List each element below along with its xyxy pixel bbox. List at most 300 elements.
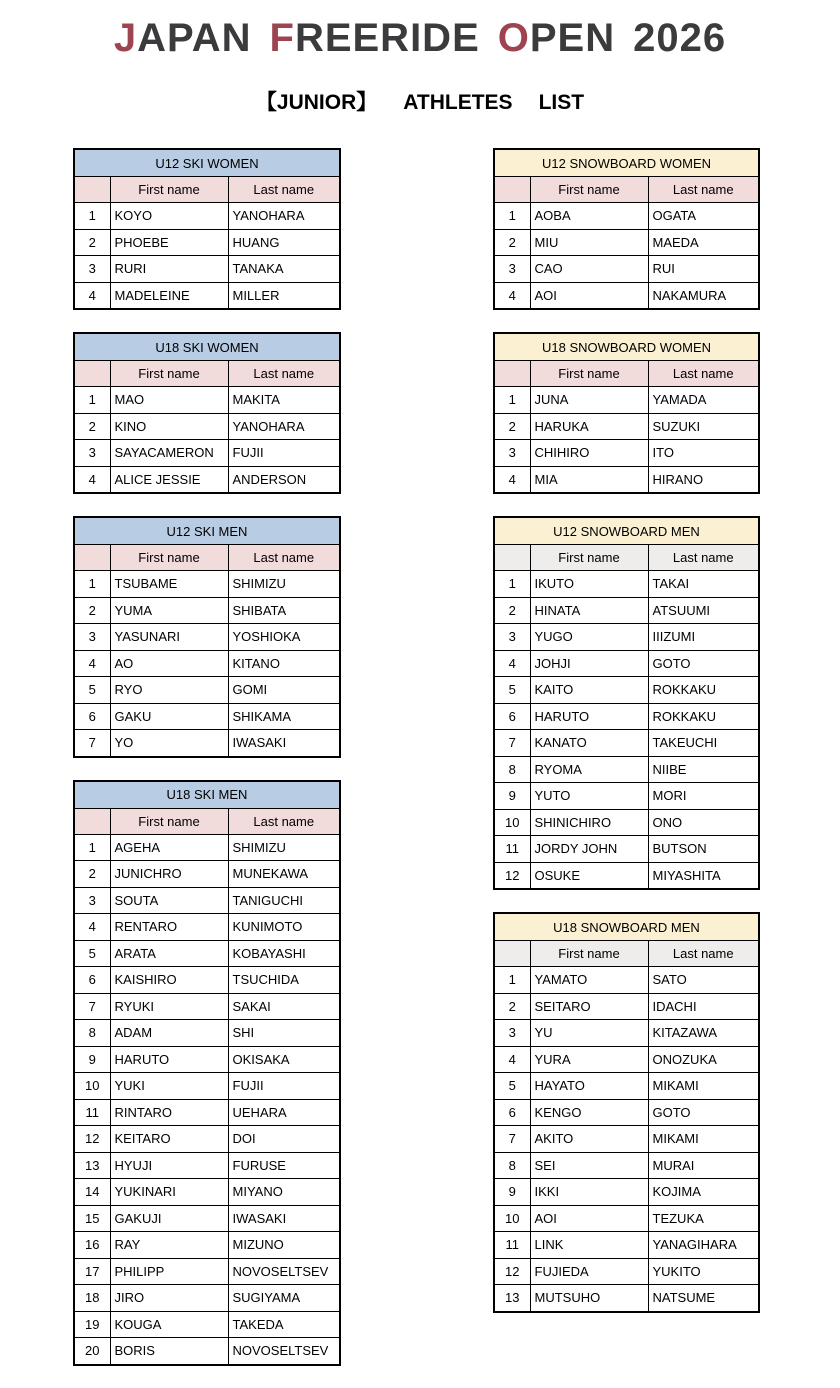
title-word-rest: REERIDE [294, 16, 480, 60]
athlete-first-name: GAKU [110, 703, 228, 730]
athlete-last-name: BUTSON [648, 836, 759, 863]
athlete-number: 8 [494, 1152, 530, 1179]
athlete-last-name: ROKKAKU [648, 677, 759, 704]
athlete-last-name: TANIGUCHI [228, 887, 340, 914]
first-name-column-header: First name [530, 177, 648, 203]
athlete-first-name: YO [110, 730, 228, 757]
athlete-row [494, 836, 759, 863]
athlete-number: 4 [494, 1046, 530, 1073]
athlete-last-name: MIYASHITA [648, 862, 759, 889]
athlete-first-name: BORIS [110, 1338, 228, 1365]
athlete-row [494, 993, 759, 1020]
athlete-number: 5 [494, 1073, 530, 1100]
athlete-number: 3 [74, 887, 110, 914]
athlete-last-name: OKISAKA [228, 1046, 340, 1073]
athlete-table [73, 332, 341, 494]
athlete-last-name: RUI [648, 256, 759, 283]
athlete-last-name: FURUSE [228, 1152, 340, 1179]
athlete-number: 14 [74, 1179, 110, 1206]
athlete-number: 7 [74, 993, 110, 1020]
athlete-last-name: TANAKA [228, 256, 340, 283]
athlete-first-name: SEI [530, 1152, 648, 1179]
athlete-row [494, 466, 759, 493]
first-name-column-header: First name [110, 177, 228, 203]
athlete-last-name: MILLER [228, 282, 340, 309]
number-column-header [74, 808, 110, 834]
athlete-table [493, 516, 760, 890]
athlete-last-name: SHIBATA [228, 597, 340, 624]
first-name-column-header: First name [110, 808, 228, 834]
athlete-number: 2 [494, 993, 530, 1020]
athlete-table [73, 148, 341, 310]
athlete-first-name: RINTARO [110, 1099, 228, 1126]
athlete-first-name: KINO [110, 413, 228, 440]
number-column-header [74, 361, 110, 387]
athlete-row [74, 1285, 340, 1312]
athlete-last-name: YANOHARA [228, 413, 340, 440]
athlete-last-name: MUNEKAWA [228, 861, 340, 888]
athlete-row [494, 1020, 759, 1047]
athlete-last-name: GOTO [648, 1099, 759, 1126]
athlete-row [74, 1152, 340, 1179]
athlete-row [494, 256, 759, 283]
table-category-title: U12 SKI WOMEN [74, 149, 340, 177]
athlete-row [494, 1073, 759, 1100]
athlete-first-name: LINK [530, 1232, 648, 1259]
athlete-first-name: OSUKE [530, 862, 648, 889]
athlete-last-name: IWASAKI [228, 730, 340, 757]
athlete-first-name: PHOEBE [110, 229, 228, 256]
athlete-first-name: IKKI [530, 1179, 648, 1206]
athlete-first-name: HARUKA [530, 413, 648, 440]
athlete-row [494, 203, 759, 230]
athlete-row [74, 440, 340, 467]
athlete-number: 11 [494, 1232, 530, 1259]
first-name-column-header: First name [530, 941, 648, 967]
athlete-number: 4 [74, 914, 110, 941]
athlete-first-name: JUNICHRO [110, 861, 228, 888]
last-name-column-header: Last name [648, 177, 759, 203]
athlete-row [494, 1285, 759, 1312]
athlete-last-name: NAKAMURA [648, 282, 759, 309]
page-title [0, 14, 840, 62]
athlete-number: 4 [494, 466, 530, 493]
athlete-last-name: YOSHIOKA [228, 624, 340, 651]
athlete-row [74, 1179, 340, 1206]
athlete-number: 4 [494, 282, 530, 309]
athlete-first-name: HAYATO [530, 1073, 648, 1100]
athlete-number: 1 [494, 967, 530, 994]
athlete-number: 4 [74, 650, 110, 677]
athlete-first-name: PHILIPP [110, 1258, 228, 1285]
subtitle-word-list: LIST [538, 91, 585, 114]
athlete-number: 10 [494, 1205, 530, 1232]
athlete-number: 9 [74, 1046, 110, 1073]
athlete-number: 3 [494, 256, 530, 283]
athlete-first-name: KOYO [110, 203, 228, 230]
athlete-number: 9 [494, 783, 530, 810]
athlete-row [494, 229, 759, 256]
athlete-row [74, 466, 340, 493]
title-year: 2026 [633, 16, 727, 60]
athlete-last-name: ROKKAKU [648, 703, 759, 730]
athlete-row [494, 650, 759, 677]
athlete-last-name: UEHARA [228, 1099, 340, 1126]
athlete-first-name: SEITARO [530, 993, 648, 1020]
athlete-number: 3 [74, 440, 110, 467]
athlete-number: 6 [74, 967, 110, 994]
first-name-column-header: First name [530, 361, 648, 387]
title-word-year [633, 14, 726, 62]
athlete-first-name: JUNA [530, 387, 648, 414]
athlete-row [74, 703, 340, 730]
athlete-first-name: RURI [110, 256, 228, 283]
athlete-last-name: MAKITA [228, 387, 340, 414]
athlete-first-name: ARATA [110, 940, 228, 967]
athlete-row [74, 914, 340, 941]
athlete-last-name: KITAZAWA [648, 1020, 759, 1047]
athlete-last-name: OGATA [648, 203, 759, 230]
last-name-column-header: Last name [228, 177, 340, 203]
page-subtitle [0, 86, 840, 116]
athlete-last-name: ONOZUKA [648, 1046, 759, 1073]
athlete-first-name: CAO [530, 256, 648, 283]
athlete-number: 12 [494, 862, 530, 889]
title-word-rest: PEN [529, 16, 616, 60]
athlete-last-name: FUJII [228, 440, 340, 467]
last-name-column-header: Last name [648, 545, 759, 571]
athlete-number: 8 [74, 1020, 110, 1047]
athlete-last-name: KOJIMA [648, 1179, 759, 1206]
athlete-row [74, 677, 340, 704]
athlete-number: 5 [74, 940, 110, 967]
athlete-number: 12 [74, 1126, 110, 1153]
athlete-row [74, 571, 340, 598]
athlete-number: 1 [74, 834, 110, 861]
athlete-first-name: HARUTO [530, 703, 648, 730]
athlete-last-name: TEZUKA [648, 1205, 759, 1232]
athlete-first-name: AO [110, 650, 228, 677]
last-name-column-header: Last name [228, 361, 340, 387]
athlete-table [73, 516, 341, 758]
athlete-number: 2 [74, 861, 110, 888]
athlete-row [494, 282, 759, 309]
athlete-last-name: SUGIYAMA [228, 1285, 340, 1312]
athlete-last-name: TAKEDA [228, 1311, 340, 1338]
athlete-row [494, 1232, 759, 1259]
athlete-first-name: SAYACAMERON [110, 440, 228, 467]
athlete-row [494, 862, 759, 889]
athlete-last-name: SHIKAMA [228, 703, 340, 730]
athlete-number: 10 [74, 1073, 110, 1100]
athlete-row [74, 1046, 340, 1073]
athlete-first-name: RYOMA [530, 756, 648, 783]
athlete-first-name: MIU [530, 229, 648, 256]
athlete-number: 6 [74, 703, 110, 730]
athlete-number: 20 [74, 1338, 110, 1365]
number-column-header [494, 177, 530, 203]
athlete-last-name: NOVOSELTSEV [228, 1338, 340, 1365]
athlete-first-name: KANATO [530, 730, 648, 757]
athlete-number: 18 [74, 1285, 110, 1312]
athlete-last-name: MAEDA [648, 229, 759, 256]
athlete-table [493, 148, 760, 310]
athlete-first-name: AKITO [530, 1126, 648, 1153]
athlete-first-name: KENGO [530, 1099, 648, 1126]
athlete-last-name: ANDERSON [228, 466, 340, 493]
athlete-number: 7 [494, 730, 530, 757]
athlete-last-name: IWASAKI [228, 1205, 340, 1232]
athlete-row [494, 783, 759, 810]
athlete-last-name: MIKAMI [648, 1126, 759, 1153]
athlete-number: 7 [74, 730, 110, 757]
athlete-first-name: YUGO [530, 624, 648, 651]
title-accent-letter: F [269, 16, 295, 60]
athlete-row [74, 993, 340, 1020]
athlete-number: 2 [74, 229, 110, 256]
athlete-number: 17 [74, 1258, 110, 1285]
athlete-last-name: MORI [648, 783, 759, 810]
number-column-header [494, 545, 530, 571]
athlete-first-name: YAMATO [530, 967, 648, 994]
athlete-row [494, 756, 759, 783]
athlete-row [74, 1073, 340, 1100]
athlete-last-name: SATO [648, 967, 759, 994]
athlete-table [493, 332, 760, 494]
athlete-number: 13 [74, 1152, 110, 1179]
athlete-number: 10 [494, 809, 530, 836]
athlete-row [494, 703, 759, 730]
athlete-table [493, 912, 760, 1313]
athlete-first-name: TSUBAME [110, 571, 228, 598]
athlete-number: 5 [494, 677, 530, 704]
table-category-title: U18 SKI WOMEN [74, 333, 340, 361]
athlete-first-name: SOUTA [110, 887, 228, 914]
athlete-row [74, 1099, 340, 1126]
athlete-number: 12 [494, 1258, 530, 1285]
athlete-row [494, 1046, 759, 1073]
title-accent-letter: J [113, 16, 138, 60]
table-category-title: U18 SNOWBOARD MEN [494, 913, 759, 941]
last-name-column-header: Last name [228, 808, 340, 834]
athlete-first-name: YUKI [110, 1073, 228, 1100]
athlete-last-name: ITO [648, 440, 759, 467]
athlete-row [494, 597, 759, 624]
athlete-row [74, 1205, 340, 1232]
athlete-row [494, 967, 759, 994]
table-category-title: U12 SNOWBOARD MEN [494, 517, 759, 545]
athlete-number: 1 [74, 387, 110, 414]
athlete-last-name: GOTO [648, 650, 759, 677]
title-word-rest: APAN [137, 16, 252, 60]
athlete-last-name: MIZUNO [228, 1232, 340, 1259]
athlete-row [494, 413, 759, 440]
athlete-number: 2 [494, 597, 530, 624]
athlete-number: 3 [74, 256, 110, 283]
athlete-last-name: NIIBE [648, 756, 759, 783]
athlete-number: 5 [74, 677, 110, 704]
first-name-column-header: First name [530, 545, 648, 571]
athlete-row [494, 1152, 759, 1179]
athlete-row [74, 387, 340, 414]
athlete-number: 8 [494, 756, 530, 783]
athlete-number: 4 [74, 282, 110, 309]
athlete-last-name: MIYANO [228, 1179, 340, 1206]
athlete-row [494, 387, 759, 414]
athlete-number: 6 [494, 703, 530, 730]
athlete-last-name: HIRANO [648, 466, 759, 493]
athlete-last-name: SHIMIZU [228, 834, 340, 861]
athlete-first-name: RAY [110, 1232, 228, 1259]
athlete-row [494, 809, 759, 836]
athlete-last-name: SUZUKI [648, 413, 759, 440]
athlete-row [74, 887, 340, 914]
athlete-last-name: ONO [648, 809, 759, 836]
athlete-first-name: RYUKI [110, 993, 228, 1020]
athlete-row [74, 861, 340, 888]
title-word-japan [114, 14, 252, 62]
athlete-first-name: KOUGA [110, 1311, 228, 1338]
table-category-title: U12 SKI MEN [74, 517, 340, 545]
athlete-row [74, 256, 340, 283]
athlete-row [494, 1179, 759, 1206]
athlete-last-name: NATSUME [648, 1285, 759, 1312]
athlete-row [494, 1205, 759, 1232]
athlete-last-name: MURAI [648, 1152, 759, 1179]
table-category-title: U18 SKI MEN [74, 781, 340, 809]
number-column-header [494, 361, 530, 387]
athlete-first-name: YURA [530, 1046, 648, 1073]
athlete-number: 1 [74, 203, 110, 230]
athlete-number: 1 [494, 203, 530, 230]
athlete-first-name: AOI [530, 1205, 648, 1232]
athlete-last-name: GOMI [228, 677, 340, 704]
athlete-number: 2 [494, 413, 530, 440]
athlete-row [74, 1020, 340, 1047]
athlete-last-name: HUANG [228, 229, 340, 256]
athlete-number: 7 [494, 1126, 530, 1153]
athlete-number: 3 [74, 624, 110, 651]
athlete-first-name: ADAM [110, 1020, 228, 1047]
athlete-row [494, 440, 759, 467]
athlete-last-name: YANOHARA [228, 203, 340, 230]
athlete-first-name: MAO [110, 387, 228, 414]
athlete-last-name: SHIMIZU [228, 571, 340, 598]
athlete-row [74, 1126, 340, 1153]
athlete-number: 1 [74, 571, 110, 598]
athlete-number: 4 [74, 466, 110, 493]
athlete-number: 15 [74, 1205, 110, 1232]
title-word-open [498, 14, 615, 62]
number-column-header [494, 941, 530, 967]
last-name-column-header: Last name [648, 941, 759, 967]
athlete-last-name: DOI [228, 1126, 340, 1153]
athlete-first-name: AOI [530, 282, 648, 309]
title-accent-letter: O [497, 16, 530, 60]
athlete-last-name: IDACHI [648, 993, 759, 1020]
athlete-row [74, 940, 340, 967]
athlete-first-name: JORDY JOHN [530, 836, 648, 863]
athlete-first-name: JOHJI [530, 650, 648, 677]
athlete-first-name: YASUNARI [110, 624, 228, 651]
athlete-number: 6 [494, 1099, 530, 1126]
athlete-number: 1 [494, 571, 530, 598]
athlete-number: 4 [494, 650, 530, 677]
athlete-number: 16 [74, 1232, 110, 1259]
athlete-number: 2 [74, 597, 110, 624]
athlete-first-name: SHINICHIRO [530, 809, 648, 836]
athlete-number: 3 [494, 440, 530, 467]
athlete-row [494, 1258, 759, 1285]
first-name-column-header: First name [110, 361, 228, 387]
athlete-first-name: IKUTO [530, 571, 648, 598]
athlete-row [74, 1258, 340, 1285]
athlete-first-name: FUJIEDA [530, 1258, 648, 1285]
athlete-last-name: SAKAI [228, 993, 340, 1020]
athlete-first-name: KAISHIRO [110, 967, 228, 994]
first-name-column-header: First name [110, 545, 228, 571]
table-category-title: U18 SNOWBOARD WOMEN [494, 333, 759, 361]
athlete-row [74, 967, 340, 994]
athlete-first-name: HARUTO [110, 1046, 228, 1073]
athlete-last-name: TAKEUCHI [648, 730, 759, 757]
athlete-first-name: KEITARO [110, 1126, 228, 1153]
athlete-last-name: YAMADA [648, 387, 759, 414]
athlete-number: 9 [494, 1179, 530, 1206]
athlete-number: 11 [74, 1099, 110, 1126]
athlete-row [494, 730, 759, 757]
athlete-row [494, 571, 759, 598]
athlete-last-name: FUJII [228, 1073, 340, 1100]
athlete-number: 3 [494, 1020, 530, 1047]
athlete-row [74, 413, 340, 440]
athlete-row [74, 229, 340, 256]
athlete-first-name: AOBA [530, 203, 648, 230]
athlete-first-name: KAITO [530, 677, 648, 704]
last-name-column-header: Last name [648, 361, 759, 387]
athlete-table [73, 780, 341, 1366]
athlete-last-name: KOBAYASHI [228, 940, 340, 967]
athlete-number: 1 [494, 387, 530, 414]
athlete-first-name: RENTARO [110, 914, 228, 941]
athlete-first-name: YUKINARI [110, 1179, 228, 1206]
athlete-row [74, 834, 340, 861]
athlete-row [494, 1126, 759, 1153]
athlete-last-name: TSUCHIDA [228, 967, 340, 994]
athlete-row [74, 282, 340, 309]
athlete-row [74, 203, 340, 230]
athlete-number: 2 [494, 229, 530, 256]
left-column [73, 148, 341, 1388]
right-column [493, 148, 760, 1335]
athlete-first-name: ALICE JESSIE [110, 466, 228, 493]
athlete-first-name: HINATA [530, 597, 648, 624]
athlete-row [74, 1311, 340, 1338]
athlete-last-name: YUKITO [648, 1258, 759, 1285]
athlete-last-name: NOVOSELTSEV [228, 1258, 340, 1285]
athlete-last-name: ATSUUMI [648, 597, 759, 624]
subtitle-category: 【JUNIOR】 [255, 91, 378, 114]
athlete-last-name: KUNIMOTO [228, 914, 340, 941]
athlete-first-name: HYUJI [110, 1152, 228, 1179]
athlete-first-name: YU [530, 1020, 648, 1047]
athlete-number: 2 [74, 413, 110, 440]
athlete-first-name: YUTO [530, 783, 648, 810]
athlete-first-name: CHIHIRO [530, 440, 648, 467]
athlete-row [494, 677, 759, 704]
athlete-row [494, 624, 759, 651]
athlete-first-name: MUTSUHO [530, 1285, 648, 1312]
